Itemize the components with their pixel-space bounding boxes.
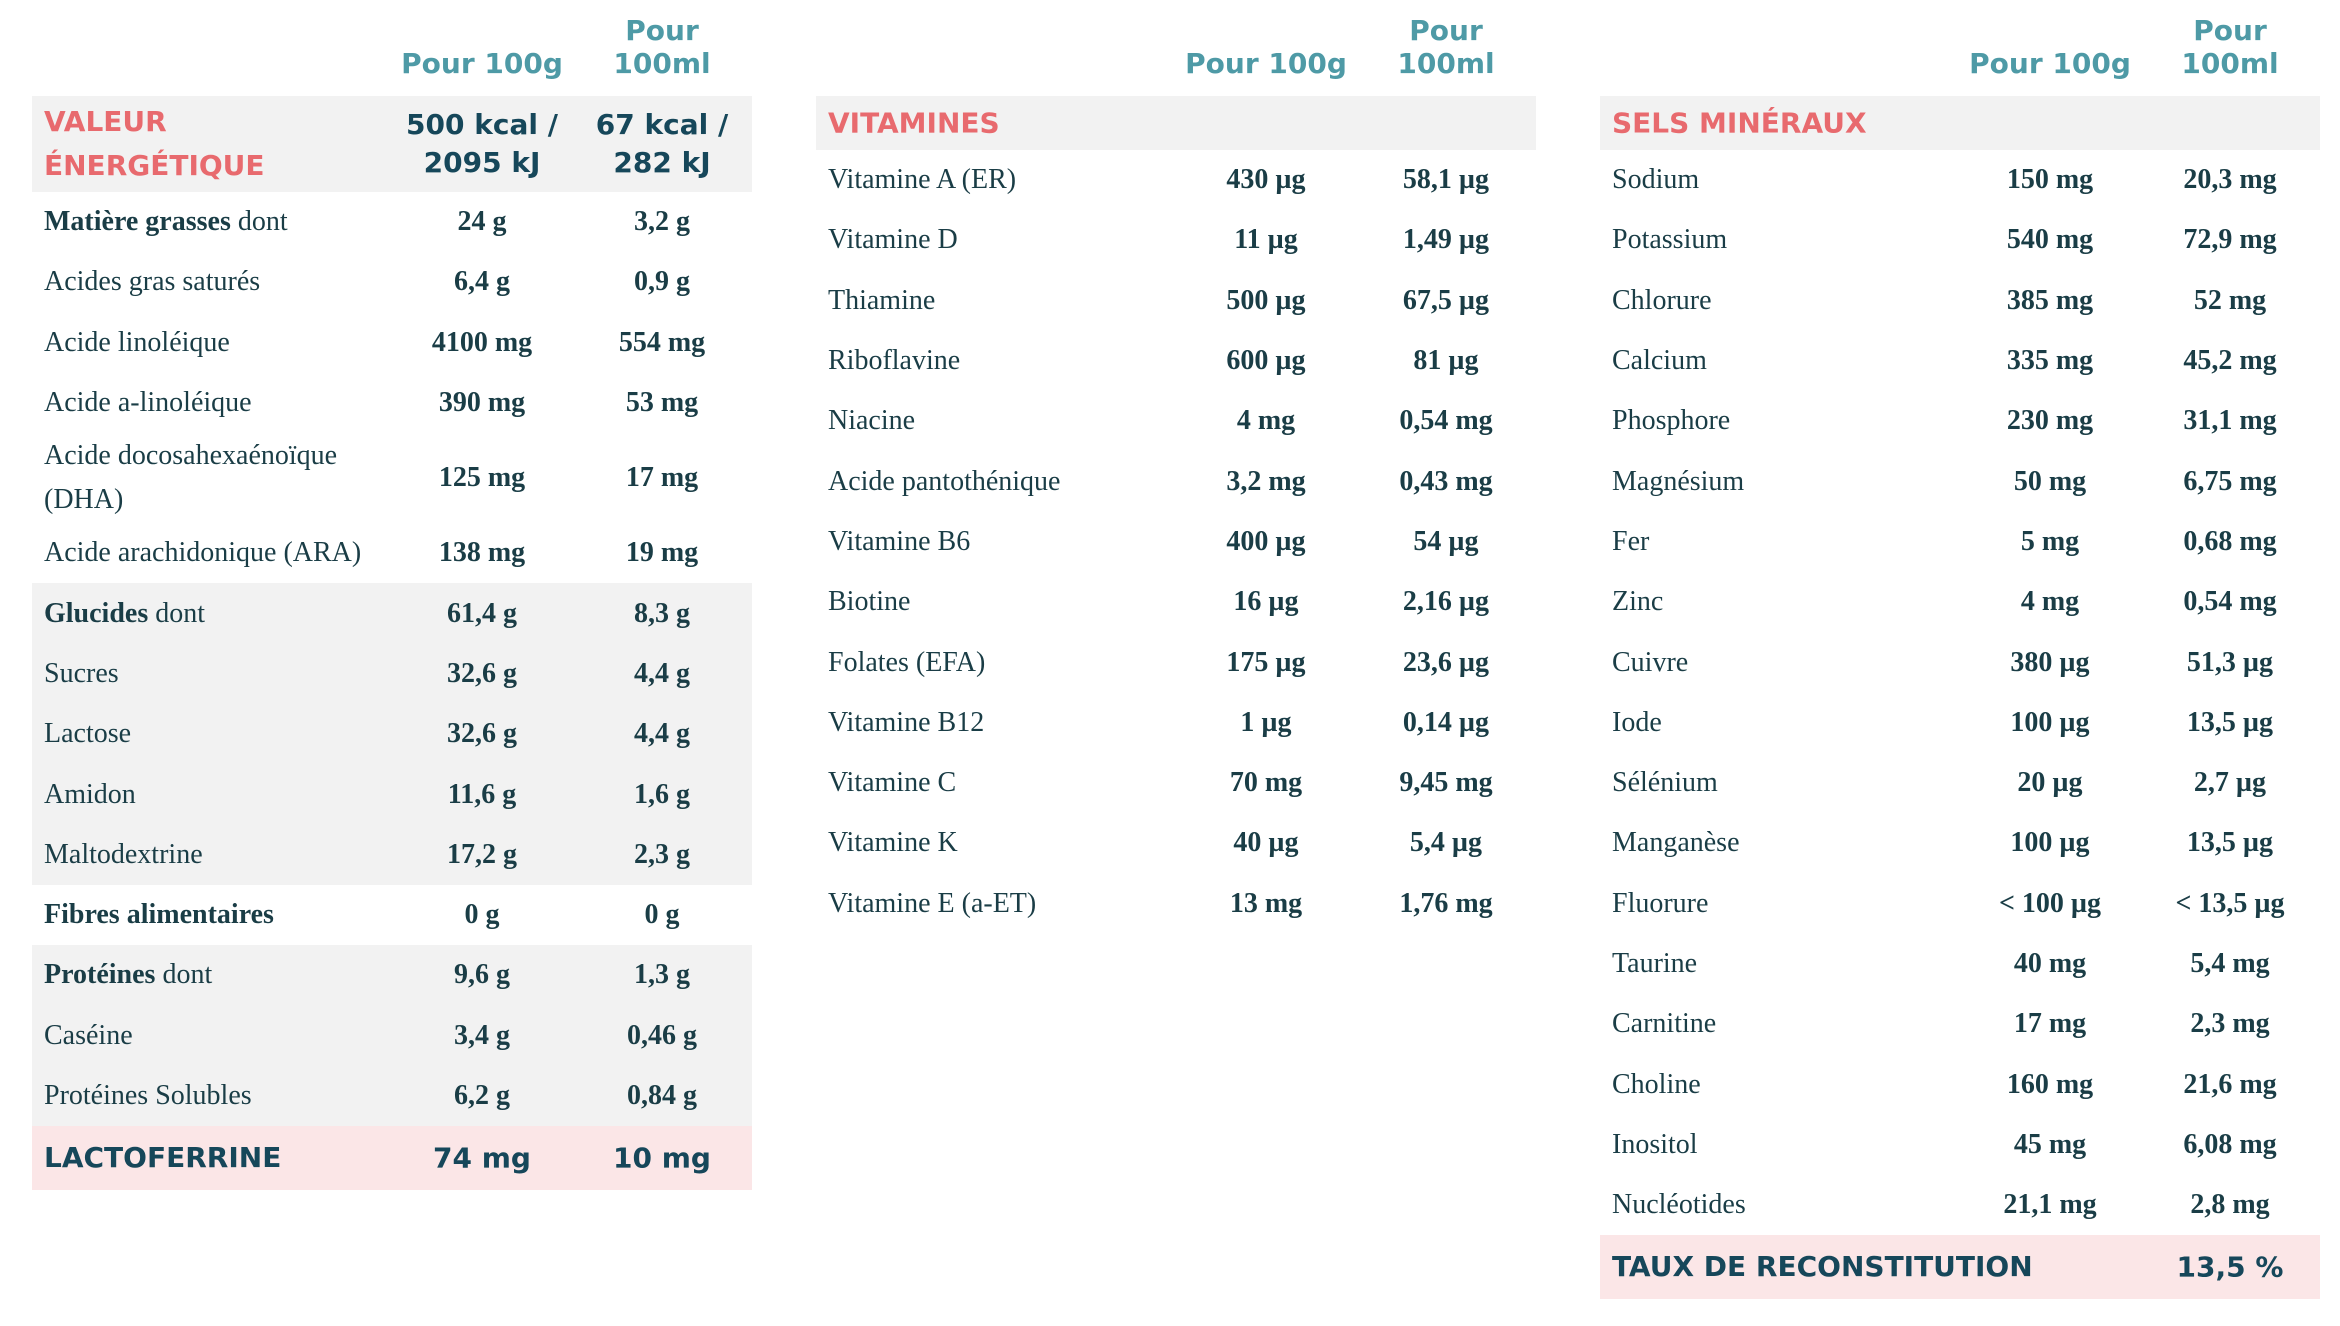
energy-label: VALEUR ÉNERGÉTIQUE	[44, 105, 265, 182]
value-per-100ml: 2,3 mg	[2190, 1008, 2270, 1040]
energy-per-100ml: 67 kcal / 282 kJ	[595, 108, 729, 179]
row-label: Fluorure	[1612, 887, 1709, 919]
row-label: Iode	[1612, 706, 1662, 738]
row-label: Acide docosahexaénoïque (DHA)	[44, 440, 338, 516]
row-label: Thiamine	[828, 284, 936, 316]
value-per-100g: 6,4 g	[454, 266, 510, 298]
value-per-100g: 61,4 g	[447, 597, 517, 629]
table-row	[816, 632, 1536, 692]
value-per-100g: 500 µg	[1226, 284, 1306, 316]
value-per-100ml: 0,54 mg	[1399, 405, 1493, 437]
value-per-100g: 540 mg	[2006, 224, 2094, 256]
value-per-100g: 17,2 g	[447, 838, 517, 870]
row-label: Inositol	[1612, 1128, 1698, 1160]
row-label: Niacine	[828, 405, 916, 437]
table-row	[1600, 874, 2320, 934]
row-label: Potassium	[1612, 224, 1728, 256]
row-label: Riboflavine	[828, 345, 961, 377]
table-row	[1600, 150, 2320, 210]
row-label: Maltodextrine	[44, 838, 203, 870]
row-label: Manganèse	[1612, 827, 1740, 859]
value-per-100g: 9,6 g	[454, 959, 510, 991]
value-per-100g: 400 µg	[1226, 525, 1306, 557]
value-per-100ml: 2,16 µg	[1402, 586, 1490, 618]
value-per-100ml: 54 µg	[1413, 525, 1479, 557]
row-label: Matière grasses dont	[44, 206, 288, 238]
minerals-title: SELS MINÉRAUX	[1612, 106, 1867, 140]
table-row	[816, 271, 1536, 331]
row-label: Phosphore	[1612, 405, 1731, 437]
minerals-table	[1600, 0, 2320, 1299]
value-per-100ml: 51,3 µg	[2186, 646, 2274, 678]
header-per-100g: Pour 100g	[1969, 47, 2131, 80]
row-label: Fibres alimentaires	[44, 899, 274, 931]
maltodextrin-row	[32, 825, 752, 885]
table-row	[1600, 693, 2320, 753]
table-row	[1600, 1115, 2320, 1175]
table-row	[1600, 934, 2320, 994]
casein-row	[32, 1006, 752, 1066]
row-label: Choline	[1612, 1068, 1701, 1100]
value-per-100g: 11 µg	[1234, 224, 1298, 256]
table-row	[1600, 210, 2320, 270]
table-row	[816, 391, 1536, 451]
row-label: Amidon	[44, 778, 136, 810]
value-per-100g: 230 mg	[2006, 405, 2094, 437]
header-per-100ml: Pour 100ml	[613, 14, 711, 80]
header-per-100ml: Pour 100ml	[2181, 14, 2279, 80]
value-per-100ml: 1,6 g	[634, 778, 690, 810]
value-per-100g: 4100 mg	[431, 326, 533, 358]
value-per-100ml: 0,46 g	[627, 1019, 697, 1051]
lactose-row	[32, 704, 752, 764]
value-per-100g: 100 µg	[2010, 827, 2090, 859]
value-per-100g: 16 µg	[1233, 586, 1299, 618]
value-per-100g: 17 mg	[2013, 1008, 2087, 1040]
value-per-100ml: 0 g	[644, 899, 680, 931]
table-row	[816, 331, 1536, 391]
value-per-100g: 20 µg	[2017, 767, 2083, 799]
value-per-100ml: 0,9 g	[634, 266, 690, 298]
value-per-100g: 600 µg	[1226, 345, 1306, 377]
value-per-100g: 6,2 g	[454, 1080, 510, 1111]
value-per-100ml: 5,4 mg	[2190, 948, 2270, 979]
value-per-100g: 5 mg	[2020, 525, 2080, 557]
starch-row	[32, 764, 752, 824]
value-per-100ml: 3,2 g	[634, 206, 690, 238]
value-per-100g: 50 mg	[2013, 465, 2087, 497]
value-per-100g: 40 µg	[1233, 827, 1299, 859]
value-per-100g: 74 mg	[433, 1141, 531, 1175]
value-per-100g: 390 mg	[438, 387, 526, 419]
row-label: Caséine	[44, 1019, 133, 1051]
ara-row	[32, 523, 752, 583]
row-label: Zinc	[1612, 586, 1664, 618]
value-per-100g: 1 µg	[1240, 706, 1292, 738]
value-per-100ml: 0,54 mg	[2183, 586, 2277, 618]
value-per-100ml: 45,2 mg	[2183, 345, 2277, 377]
value-per-100ml: 4,4 g	[634, 657, 690, 689]
table-row	[816, 874, 1536, 934]
row-label: Sucres	[44, 657, 119, 689]
table-row	[1600, 271, 2320, 331]
value-per-100g: 70 mg	[1229, 767, 1303, 799]
value-per-100ml: 4,4 g	[634, 718, 690, 750]
value-per-100g: 21,1 mg	[2003, 1189, 2097, 1221]
row-label: Magnésium	[1612, 465, 1745, 497]
table-row	[816, 512, 1536, 572]
row-label: Acide arachidonique (ARA)	[44, 537, 362, 569]
minerals-category-header	[1600, 96, 2320, 150]
value-per-100ml: 13,5 µg	[2186, 706, 2274, 738]
row-label: Vitamine E (a-ET)	[828, 887, 1037, 919]
row-label: Glucides dont	[44, 597, 206, 629]
value-per-100g: 24 g	[457, 206, 507, 238]
value-per-100ml: 67,5 µg	[1402, 284, 1490, 316]
table-row	[816, 150, 1536, 210]
column-headers	[32, 0, 752, 96]
value-per-100ml: 17 mg	[625, 462, 699, 494]
carbohydrates-row	[32, 583, 752, 643]
value-per-100ml: 554 mg	[618, 326, 706, 358]
value-per-100ml: 2,8 mg	[2190, 1189, 2270, 1221]
row-label: Vitamine A (ER)	[828, 164, 1017, 196]
row-label: Sodium	[1612, 164, 1700, 196]
row-label: Vitamine B12	[828, 706, 985, 738]
header-per-100g: Pour 100g	[401, 47, 563, 80]
reconstitution-value: 13,5 %	[2176, 1250, 2284, 1284]
value-per-100g: 150 mg	[2006, 164, 2094, 196]
value-per-100g: 0 g	[464, 899, 500, 931]
header-per-100g: Pour 100g	[1185, 47, 1347, 80]
row-label: Protéines Solubles	[44, 1080, 252, 1111]
row-label: Nucléotides	[1612, 1189, 1746, 1221]
table-row	[816, 693, 1536, 753]
row-label: Protéines dont	[44, 959, 213, 991]
value-per-100g: 430 µg	[1226, 164, 1306, 196]
value-per-100g: 160 mg	[2006, 1068, 2094, 1100]
protein-row	[32, 945, 752, 1005]
lactoferrin-row	[32, 1126, 752, 1190]
value-per-100ml: 8,3 g	[634, 597, 690, 629]
vitamins-rows	[816, 150, 1536, 934]
row-label: Biotine	[828, 586, 911, 618]
value-per-100ml: 0,14 µg	[1402, 706, 1490, 738]
value-per-100ml: 0,43 mg	[1399, 465, 1493, 497]
table-row	[816, 753, 1536, 813]
row-label: Folates (EFA)	[828, 646, 986, 678]
table-row	[1600, 572, 2320, 632]
table-row	[1600, 813, 2320, 873]
value-per-100ml: 0,68 mg	[2183, 525, 2277, 557]
value-per-100g: 175 µg	[1226, 646, 1306, 678]
value-per-100g: 4 mg	[1236, 405, 1296, 437]
table-row	[1600, 1054, 2320, 1114]
column-headers	[816, 0, 1536, 96]
table-row	[1600, 512, 2320, 572]
value-per-100ml: 6,75 mg	[2183, 465, 2277, 497]
row-label: Vitamine D	[828, 224, 958, 256]
value-per-100ml: < 13,5 µg	[2175, 887, 2285, 919]
minerals-rows	[1600, 150, 2320, 1235]
row-label: Fer	[1612, 525, 1650, 557]
table-row	[1600, 331, 2320, 391]
row-label: LACTOFERRINE	[44, 1141, 282, 1175]
value-per-100g: 3,4 g	[454, 1019, 510, 1051]
value-per-100g: 45 mg	[2013, 1128, 2087, 1160]
vitamins-category-header	[816, 96, 1536, 150]
table-row	[816, 813, 1536, 873]
value-per-100g: 32,6 g	[447, 718, 517, 750]
row-label: Acides gras saturés	[44, 266, 261, 298]
table-row	[1600, 451, 2320, 511]
value-per-100g: 125 mg	[438, 462, 526, 494]
value-per-100ml: 6,08 mg	[2183, 1128, 2277, 1160]
row-label: Acide a-linoléique	[44, 387, 252, 419]
row-label: Sélénium	[1612, 767, 1718, 799]
sugars-row	[32, 644, 752, 704]
value-per-100ml: 1,3 g	[634, 959, 690, 991]
row-label: Vitamine C	[828, 767, 957, 799]
value-per-100g: 13 mg	[1229, 887, 1303, 919]
value-per-100ml: 5,4 µg	[1409, 827, 1483, 859]
macronutrients-table	[32, 0, 752, 1190]
row-label: Taurine	[1612, 948, 1698, 979]
reconstitution-label: TAUX DE RECONSTITUTION	[1612, 1250, 2033, 1284]
vitamins-table	[816, 0, 1536, 934]
energy-per-100g: 500 kcal / 2095 kJ	[406, 108, 558, 179]
value-per-100g: 100 µg	[2010, 706, 2090, 738]
fat-row	[32, 192, 752, 252]
table-row	[1600, 994, 2320, 1054]
value-per-100ml: 0,84 g	[627, 1080, 697, 1111]
table-row	[1600, 632, 2320, 692]
value-per-100ml: 13,5 µg	[2186, 827, 2274, 859]
value-per-100g: < 100 µg	[1998, 887, 2102, 919]
value-per-100ml: 52 mg	[2193, 284, 2267, 316]
value-per-100g: 4 mg	[2020, 586, 2080, 618]
value-per-100g: 11,6 g	[447, 778, 517, 810]
value-per-100ml: 2,3 g	[634, 838, 690, 870]
table-row	[816, 451, 1536, 511]
value-per-100ml: 72,9 mg	[2183, 224, 2277, 256]
table-row	[1600, 391, 2320, 451]
energy-row	[32, 96, 752, 192]
row-label: Cuivre	[1612, 646, 1689, 678]
row-label: Calcium	[1612, 345, 1707, 377]
row-label: Chlorure	[1612, 284, 1712, 316]
row-label: Acide linoléique	[44, 326, 230, 358]
row-label: Lactose	[44, 718, 132, 750]
header-per-100ml: Pour 100ml	[1397, 14, 1495, 80]
value-per-100ml: 20,3 mg	[2183, 164, 2277, 196]
value-per-100ml: 2,7 µg	[2193, 767, 2267, 799]
dha-row	[32, 433, 752, 523]
reconstitution-row	[1600, 1235, 2320, 1299]
row-label: Vitamine B6	[828, 525, 971, 557]
value-per-100ml: 1,76 mg	[1399, 887, 1493, 919]
value-per-100ml: 81 µg	[1413, 345, 1479, 377]
value-per-100ml: 58,1 µg	[1402, 164, 1490, 196]
value-per-100g: 40 mg	[2013, 948, 2087, 979]
alpha-linolenic-row	[32, 373, 752, 433]
value-per-100ml: 1,49 µg	[1402, 224, 1490, 256]
value-per-100ml: 19 mg	[625, 537, 699, 569]
value-per-100ml: 10 mg	[613, 1141, 711, 1175]
value-per-100ml: 53 mg	[625, 387, 699, 419]
table-row	[816, 572, 1536, 632]
fiber-row	[32, 885, 752, 945]
value-per-100ml: 31,1 mg	[2183, 405, 2277, 437]
saturated-fat-row	[32, 252, 752, 312]
value-per-100g: 335 mg	[2006, 345, 2094, 377]
value-per-100g: 32,6 g	[447, 657, 517, 689]
row-label: Carnitine	[1612, 1008, 1717, 1040]
value-per-100g: 138 mg	[438, 537, 526, 569]
table-row	[816, 210, 1536, 270]
table-row	[1600, 753, 2320, 813]
value-per-100g: 380 µg	[2010, 646, 2090, 678]
row-label: Vitamine K	[828, 827, 958, 859]
linoleic-row	[32, 313, 752, 373]
row-label: Acide pantothénique	[828, 465, 1061, 497]
value-per-100ml: 23,6 µg	[1402, 646, 1490, 678]
soluble-protein-row	[32, 1066, 752, 1126]
vitamins-title: VITAMINES	[828, 106, 1000, 140]
column-headers	[1600, 0, 2320, 96]
value-per-100ml: 21,6 mg	[2183, 1068, 2277, 1100]
value-per-100g: 385 mg	[2006, 284, 2094, 316]
value-per-100ml: 9,45 mg	[1399, 767, 1493, 799]
value-per-100g: 3,2 mg	[1226, 465, 1306, 497]
table-row	[1600, 1175, 2320, 1235]
